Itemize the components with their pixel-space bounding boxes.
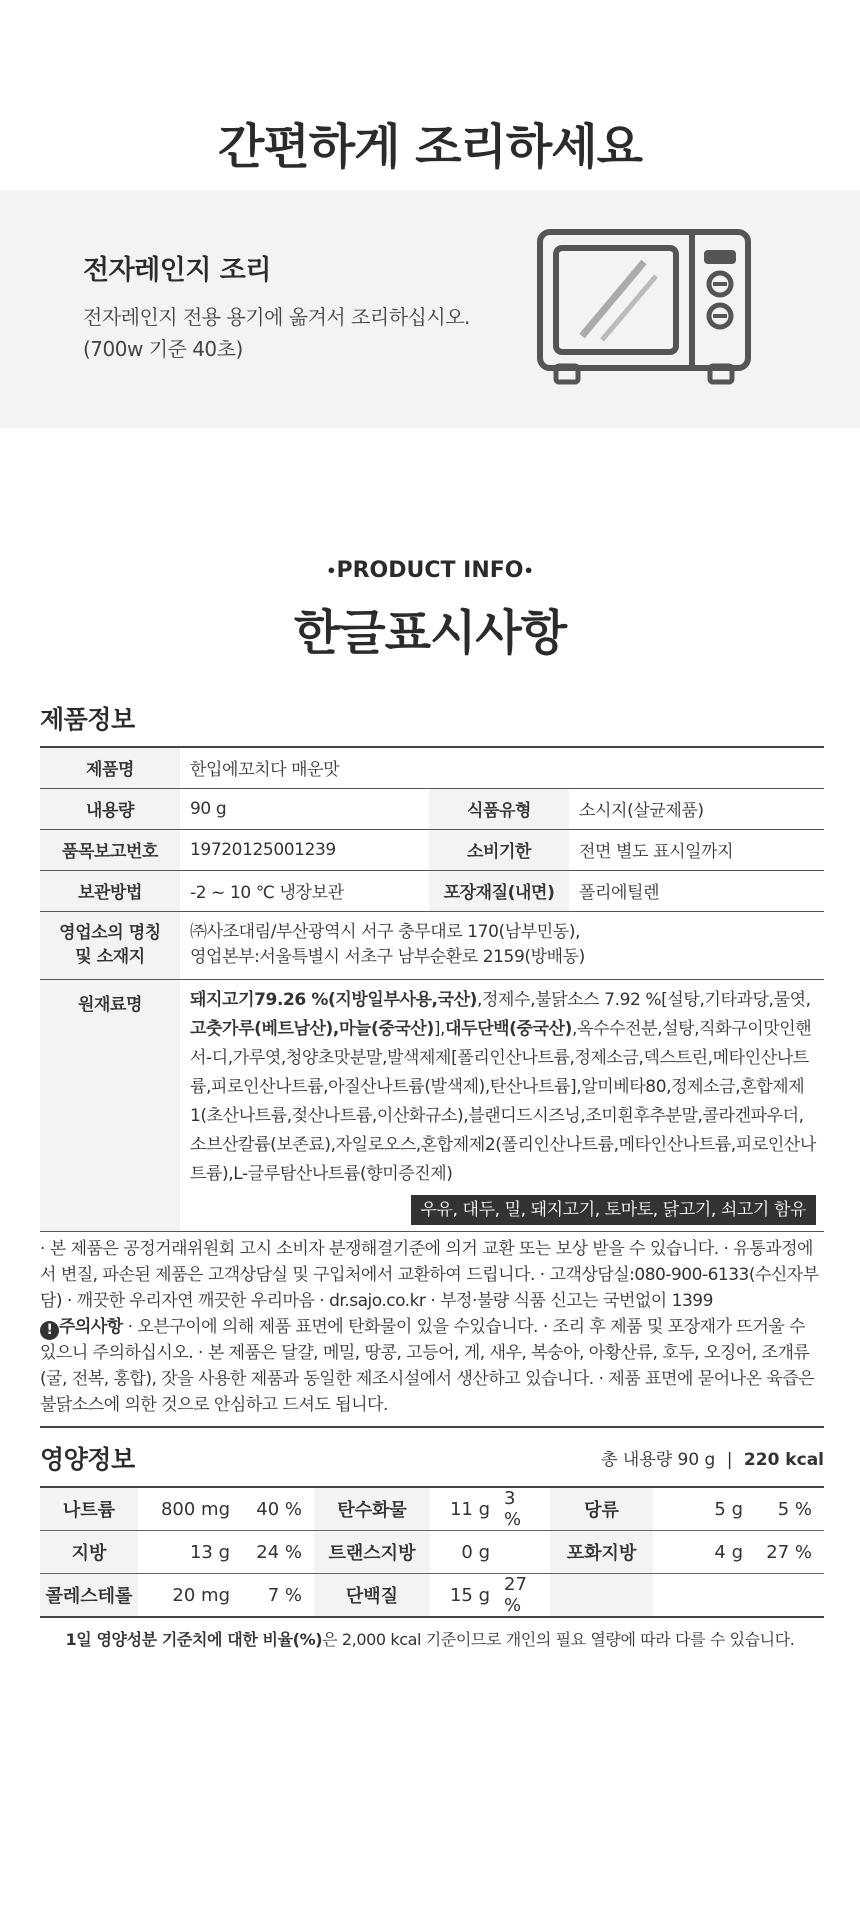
business-address-2: 영업본부:서울특별시 서초구 남부순환로 2159(방배동) — [190, 947, 585, 967]
ingredient-main: 돼지고기79.26 %(지방일부사용,국산) — [190, 989, 477, 1010]
product-name-label: 제품명 — [40, 747, 180, 788]
allergen-badge: 우유, 대두, 밀, 돼지고기, 토마토, 닭고기, 쇠고기 함유 — [411, 1195, 817, 1225]
business-label — [40, 911, 180, 979]
nutrition-note-bold: 1일 영양성분 기준치에 대한 비율(%) — [65, 1630, 323, 1649]
nutrient-label: 콜레스테롤 — [40, 1574, 138, 1618]
nutrient-percent: 27 % — [749, 1531, 824, 1574]
info-title: 한글표시사항 — [293, 605, 567, 661]
business-value — [180, 911, 824, 979]
nutrient-percent — [749, 1574, 824, 1618]
product-section-title: 제품정보 — [40, 705, 135, 734]
table-row — [40, 979, 824, 1231]
cooking-instruction: 전자레인지 전용 용기에 옮겨서 조리하십시오. — [83, 305, 470, 329]
business-label-line2: 및 소재지 — [75, 947, 145, 967]
report-number-value: 19720125001239 — [180, 829, 429, 870]
nutrient-amount: 11 g — [430, 1487, 496, 1531]
nutrient-percent: 7 % — [267, 1584, 302, 1606]
notice-paragraph: · 본 제품은 공정거래위원회 고시 소비자 분쟁해결기준에 의거 교환 또는 보상 받을 수 있습니다. · 유통과정에서 변질, 파손된 제품은 고객상담실 및 구입처에서 교환하여 드립니다. · 고객상담실:080-900-6133(수신자부담) · 깨끗한 우리자연 깨끗한 우리마음 · dr.sajo.co.kr · 부정·불량 식품 신고는 국번없이 1399 — [40, 1239, 819, 1311]
total-content: 총 내용량 90 g — [601, 1450, 716, 1470]
ingredient-text: ], — [433, 1018, 446, 1039]
packaging-value: 폴리에틸렌 — [569, 870, 824, 911]
cooking-band — [0, 190, 860, 428]
cooking-text — [83, 248, 470, 365]
cooking-method-title: 전자레인지 조리 — [83, 255, 271, 286]
microwave-icon — [536, 228, 752, 388]
nutrient-amount: 13 g — [138, 1531, 236, 1574]
ingredients-value — [180, 979, 824, 1231]
table-row — [40, 1531, 824, 1574]
nutrient-amount: 5 g — [653, 1487, 749, 1531]
nutrition-note — [0, 1627, 860, 1650]
notice-block — [40, 1236, 824, 1418]
nutrient-label: 당류 — [550, 1487, 653, 1531]
nutrient-label: 나트륨 — [40, 1487, 138, 1531]
nutrient-amount: 4 g — [653, 1531, 749, 1574]
nutrient-label: 지방 — [40, 1531, 138, 1574]
food-type-label: 식품유형 — [429, 788, 569, 829]
nutrient-label — [550, 1574, 653, 1618]
caution-paragraph — [40, 1314, 824, 1418]
product-name-value: 한입에꼬치다 매운맛 — [180, 747, 824, 788]
nutrient-percent: 5 % — [749, 1487, 824, 1531]
table-row — [40, 870, 824, 911]
info-eyebrow: •PRODUCT INFO• — [326, 558, 534, 583]
nutrient-label: 포화지방 — [550, 1531, 653, 1574]
table-row — [40, 829, 824, 870]
cooking-title: 간편하게 조리하세요 — [217, 119, 643, 175]
nutrient-percent: 24 % — [236, 1531, 314, 1574]
product-info-table — [40, 746, 824, 1232]
table-row — [40, 788, 824, 829]
report-number-label: 품목보고번호 — [40, 829, 180, 870]
ingredient-text: ,옥수수전분,설탕,직화구이맛인핸서-디,가루엿,청양초맛분말,발색제제[폴리인산나트륨,정제소금,덱스트린,메타인산나트륨,피로인산나트륨,아질산나트륨(발색제),탄산나트륨],알미베타80,정제소금,혼합제제1(초산나트륨,젖산나트륨,이산화규소),블랜디드시즈닝,조미흰후추분말,콜라겐파우더,소브산칼륨(보존료),자일로오스,혼합제제2(폴리인산나트륨,메타인산나트륨,피로인산나트륨),L-글루탐산나트륨(향미증진제) — [190, 1018, 816, 1184]
nutrient-label: 단백질 — [314, 1574, 430, 1618]
info-eyebrow-text: PRODUCT INFO — [336, 558, 524, 583]
nutrient-label: 트랜스지방 — [314, 1531, 430, 1574]
nutrient-amount: 800 mg — [138, 1487, 236, 1531]
nutrition-table — [40, 1486, 824, 1618]
table-row — [40, 747, 824, 788]
total-kcal: 220 kcal — [743, 1450, 824, 1470]
table-row — [40, 1574, 824, 1618]
nutrient-percent: 27 % — [504, 1574, 527, 1616]
nutrition-total — [601, 1445, 824, 1470]
food-type-value: 소시지(살균제품) — [569, 788, 824, 829]
packaging-label: 포장재질(내면) — [429, 870, 569, 911]
table-row — [40, 911, 824, 979]
ingredients-label: 원재료명 — [40, 979, 180, 1231]
nutrient-percent: 3 % — [496, 1487, 550, 1531]
nutrient-amount: 0 g — [430, 1531, 496, 1574]
nutrient-amount: 20 mg — [172, 1584, 230, 1606]
ingredient-origin: 고춧가루(베트남산),마늘(중국산) — [190, 1018, 434, 1039]
business-address-1: ㈜사조대림/부산광역시 서구 충무대로 170(남부민동), — [190, 922, 581, 942]
nutrition-section-title: 영양정보 — [40, 1445, 135, 1474]
volume-value: 90 g — [180, 788, 429, 829]
nutrient-percent: 40 % — [236, 1487, 314, 1531]
ingredient-origin: 대두단백(중국산) — [445, 1018, 572, 1039]
allergen-wrap — [190, 1195, 816, 1225]
expiry-label: 소비기한 — [429, 829, 569, 870]
nutrient-percent — [496, 1531, 550, 1574]
nutrition-note-text: 은 2,000 kcal 기준이므로 개인의 필요 열량에 따라 다를 수 있습니다. — [322, 1630, 795, 1649]
ingredient-text: ,정제수,불닭소스 7.92 %[설탕,기타과당,물엿, — [477, 989, 811, 1010]
storage-label: 보관방법 — [40, 870, 180, 911]
nutrient-amount — [653, 1574, 749, 1618]
divider — [40, 1426, 824, 1428]
nutrient-amount: 15 g — [449, 1584, 490, 1606]
expiry-value: 전면 별도 표시일까지 — [569, 829, 824, 870]
volume-label: 내용량 — [40, 788, 180, 829]
table-row — [40, 1487, 824, 1531]
caution-text: · 오븐구이에 의해 제품 표면에 탄화물이 있을 수있습니다. · 조리 후 제품 및 포장재가 뜨거울 수 있으니 주의하십시오. · 본 제품은 달걀, 메밀, 땅콩, 고등어, 게, 새우, 복숭아, 아황산류, 호두, 오징어, 조개류(굴, 전복, 홍합), 잣을 사용한 제품과 동일한 제조시설에서 생산하고 있습니다. · 제품 표면에 묻어나온 육즙은 불닭소스에 의한 것으로 안심하고 드셔도 됩니다. — [40, 1317, 815, 1415]
warning-icon: ! — [40, 1321, 59, 1340]
caution-label: 주의사항 — [59, 1317, 123, 1337]
storage-value: -2 ~ 10 ℃ 냉장보관 — [180, 870, 429, 911]
business-label-line1: 영업소의 명칭 — [59, 923, 161, 943]
nutrient-label: 탄수화물 — [314, 1487, 430, 1531]
total-divider: | — [726, 1450, 733, 1470]
cooking-time: (700w 기준 40초) — [83, 337, 243, 361]
